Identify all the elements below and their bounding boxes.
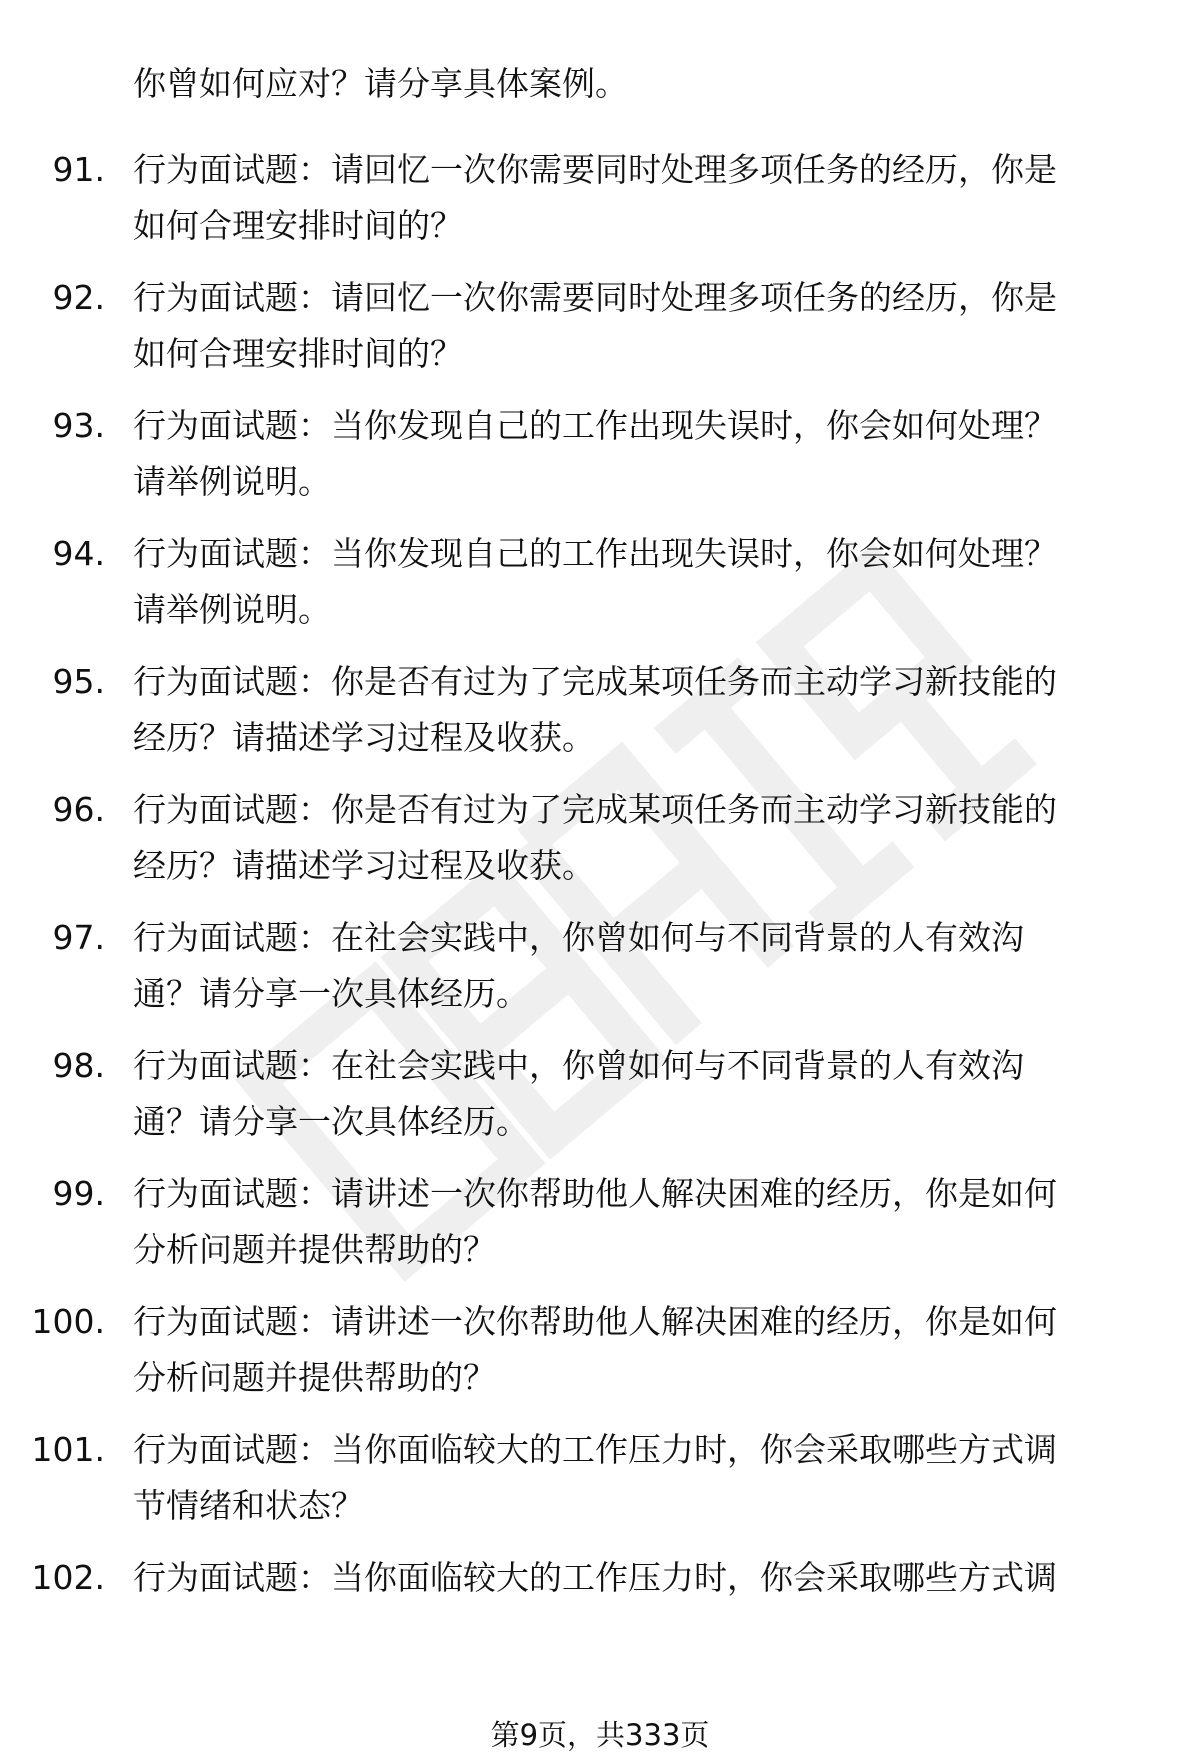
list-item [0,782,1200,910]
question-text [133,142,1173,254]
question-text [133,270,1173,382]
question-line: 如何合理安排时间的？ [133,206,463,245]
question-number: 100. [31,1302,105,1341]
question-line: 经历？请描述学习过程及收获。 [133,718,595,757]
question-text [133,398,1173,510]
question-number: 93. [52,406,105,445]
question-number: 101. [31,1430,105,1469]
question-text [133,1550,1173,1606]
question-text [133,910,1173,1022]
question-number: 98. [52,1046,105,1085]
question-line: 请举例说明。 [133,462,331,501]
question-number: 99. [52,1174,105,1213]
question-number: 102. [31,1558,105,1597]
question-line: 节情绪和状态？ [133,1486,364,1525]
question-line: 分析问题并提供帮助的？ [133,1230,496,1269]
question-text [133,654,1173,766]
question-line: 行为面试题：请回忆一次你需要同时处理多项任务的经历，你是 [133,278,1057,317]
question-line: 行为面试题：你是否有过为了完成某项任务而主动学习新技能的 [133,662,1057,701]
list-item [0,910,1200,1038]
question-number: 91. [52,150,105,189]
question-line: 行为面试题：当你面临较大的工作压力时，你会采取哪些方式调 [133,1558,1057,1597]
page-footer: 第9页，共333页 [490,1718,710,1752]
question-line: 行为面试题：你是否有过为了完成某项任务而主动学习新技能的 [133,790,1057,829]
question-line: 分析问题并提供帮助的？ [133,1358,496,1397]
question-text [133,526,1173,638]
list-item [0,1422,1200,1550]
question-line: 如何合理安排时间的？ [133,334,463,373]
list-item [0,1294,1200,1422]
question-line: 行为面试题：请回忆一次你需要同时处理多项任务的经历，你是 [133,150,1057,189]
question-line: 通？请分享一次具体经历。 [133,1102,529,1141]
question-line: 行为面试题：当你发现自己的工作出现失误时，你会如何处理？ [133,534,1057,573]
question-text [133,1038,1173,1150]
question-number: 95. [52,662,105,701]
question-line: 经历？请描述学习过程及收获。 [133,846,595,885]
question-line: 行为面试题：当你发现自己的工作出现失误时，你会如何处理？ [133,406,1057,445]
question-list [0,142,1200,1678]
list-item [0,1166,1200,1294]
list-item [0,1038,1200,1166]
question-number: 94. [52,534,105,573]
question-number: 92. [52,278,105,317]
list-item [0,142,1200,270]
question-text [133,1166,1173,1278]
list-item [0,398,1200,526]
question-text [133,1422,1173,1534]
question-line: 行为面试题：在社会实践中，你曾如何与不同背景的人有效沟 [133,1046,1024,1085]
continued-question-text: 你曾如何应对？请分享具体案例。 [133,64,628,103]
list-item [0,1550,1200,1678]
question-line: 行为面试题：在社会实践中，你曾如何与不同背景的人有效沟 [133,918,1024,957]
question-line: 请举例说明。 [133,590,331,629]
question-text [133,1294,1173,1406]
question-line: 通？请分享一次具体经历。 [133,974,529,1013]
question-line: 行为面试题：请讲述一次你帮助他人解决困难的经历，你是如何 [133,1302,1057,1341]
question-number: 96. [52,790,105,829]
question-line: 行为面试题：请讲述一次你帮助他人解决困难的经历，你是如何 [133,1174,1057,1213]
question-line: 行为面试题：当你面临较大的工作压力时，你会采取哪些方式调 [133,1430,1057,1469]
question-text [133,782,1173,894]
list-item [0,526,1200,654]
question-number: 97. [52,918,105,957]
list-item [0,654,1200,782]
list-item [0,270,1200,398]
